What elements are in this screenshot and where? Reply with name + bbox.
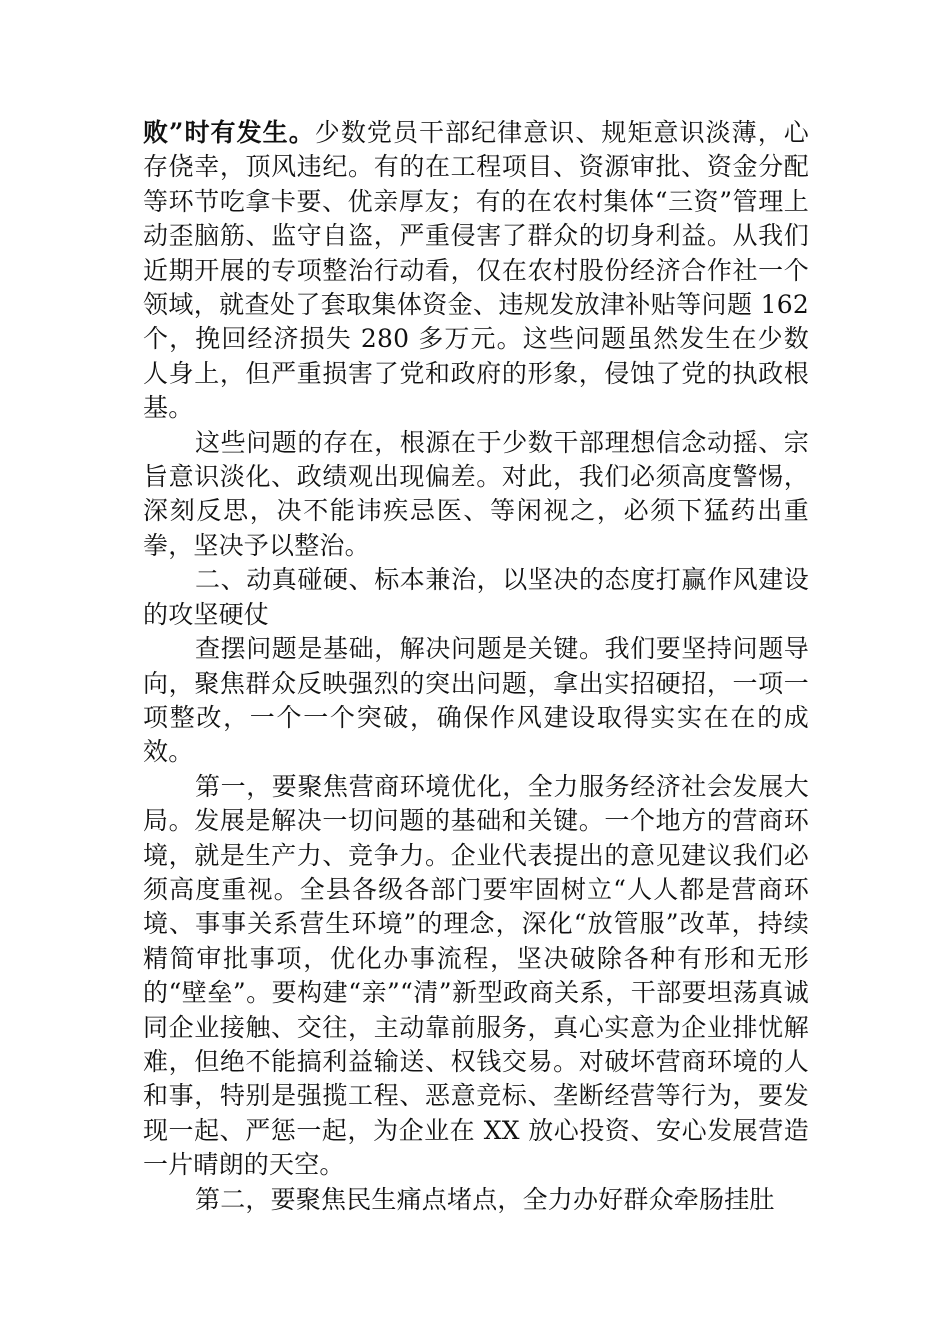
paragraph-1-text: 少数党员干部纪律意识、规矩意识淡薄，心存侥幸，顶风违纪。有的在工程项目、资源审批、资金分配等环节吃拿卡要、优亲厚友；有的在农村集体“三资”管理上动歪脑筋、监守自盗，严重侵害了群众的切身利益。从我们近期开展的专项整治行动看，仅在农村股份经济合作社一个领域，就查处了套取集体资金、违规发放津补贴等问题 162 个，挽回经济损失 280 多万元。这些问题虽然发生在少数人身上，但严重损害了党和政府的形象，侵蚀了党的执政根基。 [143, 118, 809, 423]
paragraph-1 [143, 116, 809, 426]
section-heading-2: 二、动真碰硬、标本兼治，以坚决的态度打赢作风建设的攻坚硬仗 [143, 565, 809, 629]
paragraph-5: 第二，要聚焦民生痛点堵点，全力办好群众牵肠挂肚 [195, 1184, 775, 1214]
document-page [143, 116, 809, 1217]
paragraph-3: 查摆问题是基础，解决问题是关键。我们要坚持问题导向，聚焦群众反映强烈的突出问题，拿出实招硬招，一项一项整改，一个一个突破，确保作风建设取得实实在在的成效。 [143, 634, 809, 767]
paragraph-1-lead: 败”时有发生。 [143, 118, 315, 147]
paragraph-2: 这些问题的存在，根源在于少数干部理想信念动摇、宗旨意识淡化、政绩观出现偏差。对此，我们必须高度警惕，深刻反思，决不能讳疾忌医、等闲视之，必须下猛药出重拳，坚决予以整治。 [143, 427, 809, 560]
paragraph-4: 第一，要聚焦营商环境优化，全力服务经济社会发展大局。发展是解决一切问题的基础和关键。一个地方的营商环境，就是生产力、竞争力。企业代表提出的意见建议我们必须高度重视。全县各级各部门要牢固树立“人人都是营商环境、事事关系营生环境”的理念，深化“放管服”改革，持续精简审批事项，优化办事流程，坚决破除各种有形和无形的“壁垒”。要构建“亲”“清”新型政商关系，干部要坦荡真诚同企业接触、交往，主动靠前服务，真心实意为企业排忧解难，但绝不能搞利益输送、权钱交易。对破坏营商环境的人和事，特别是强揽工程、恶意竞标、垄断经营等行为，要发现一起、严惩一起，为企业在 XX 放心投资、安心发展营造一片晴朗的天空。 [143, 771, 809, 1180]
